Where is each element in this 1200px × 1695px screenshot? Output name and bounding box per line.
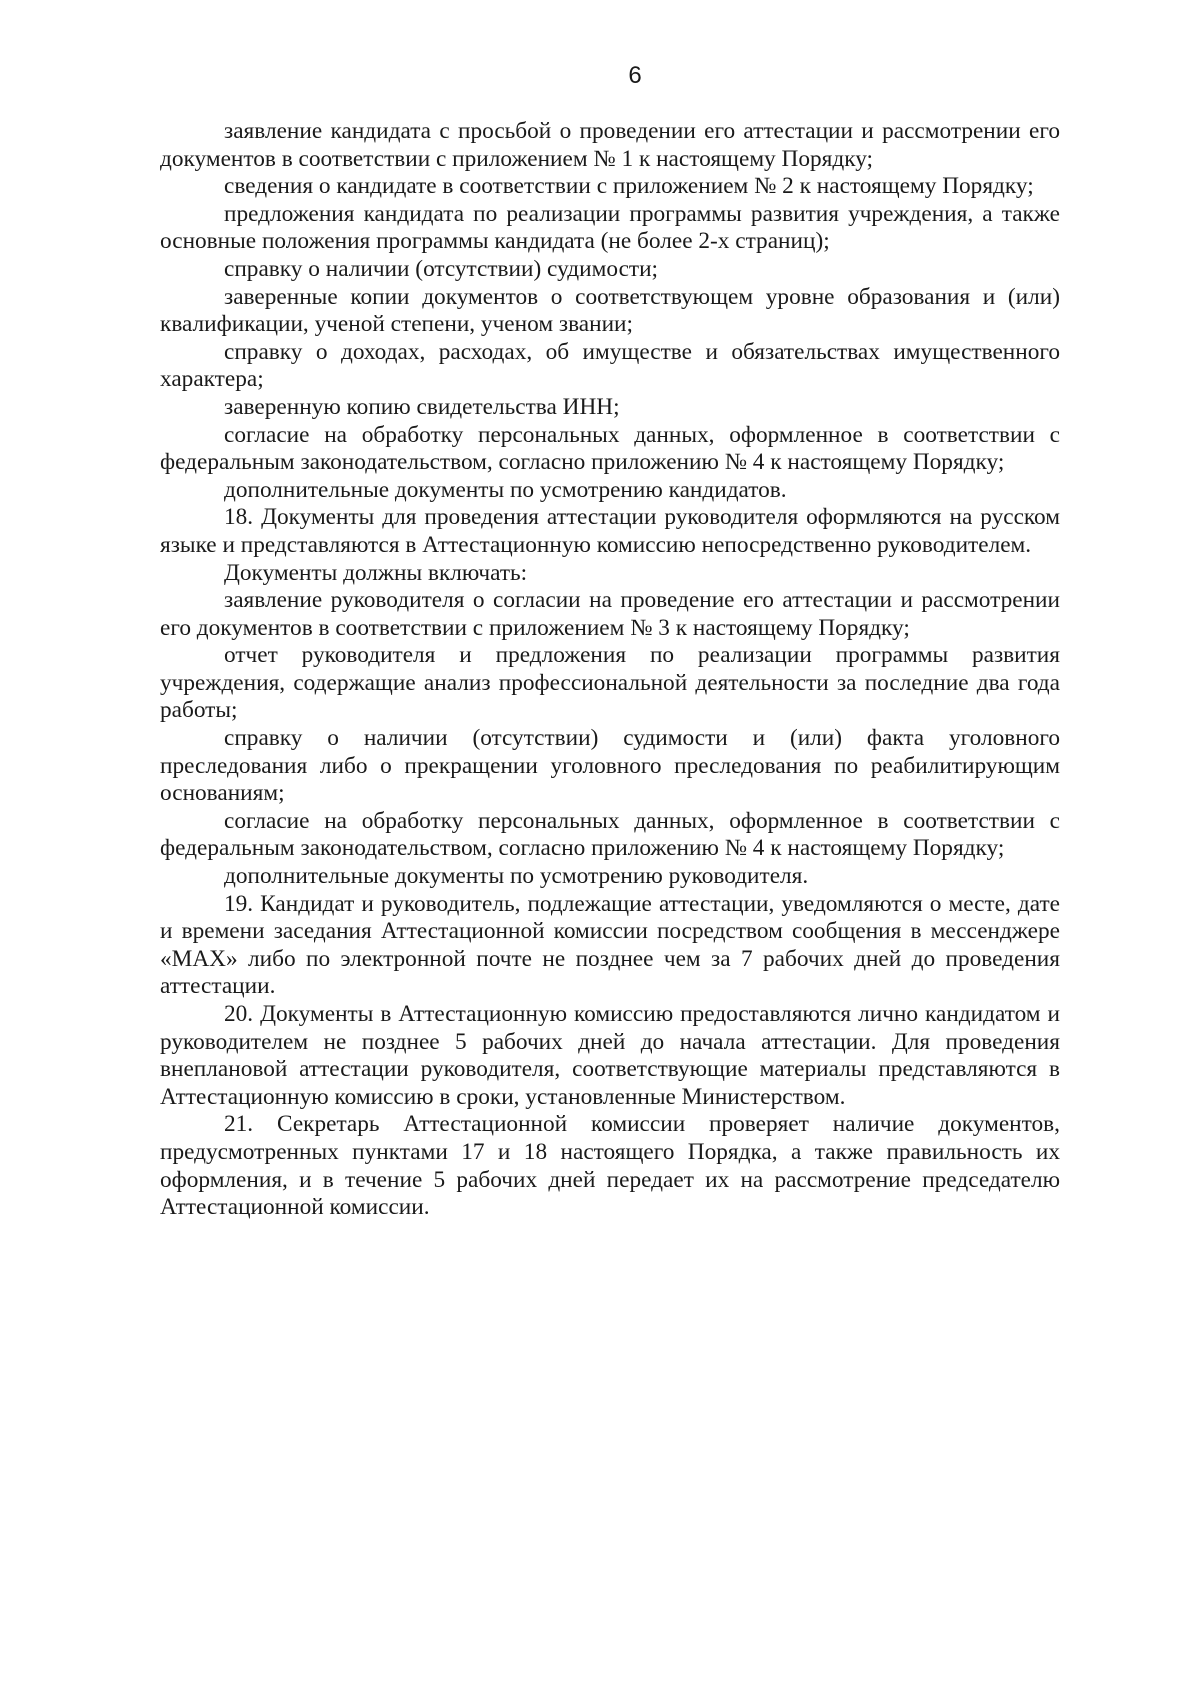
paragraph: сведения о кандидате в соответствии с приложением № 2 к настоящему Порядку;: [224, 173, 1034, 200]
paragraph: справку о наличии (отсутствии) судимости;: [224, 255, 659, 282]
page-number: 6: [628, 62, 642, 89]
paragraph: заверенную копию свидетельства ИНН;: [224, 393, 620, 420]
paragraph: согласие на обработку персональных данных, оформленное в соответствии с федеральным законодательством, согласно приложению № 4 к настоящему Порядку;: [160, 421, 1060, 476]
paragraph: дополнительные документы по усмотрению руководителя.: [224, 863, 809, 890]
paragraph: отчет руководителя и предложения по реализации программы развития учреждения, содержащие анализ профессиональной деятельности за последние два года работы;: [160, 642, 1060, 724]
paragraph: предложения кандидата по реализации программы развития учреждения, а также основные положения программы кандидата (не более 2-х страниц);: [160, 200, 1060, 255]
paragraph: 20. Документы в Аттестационную комиссию предоставляются лично кандидатом и руководителем не позднее 5 рабочих дней до начала аттестации. Для проведения внеплановой аттестации руководителя, соответствующие материалы представляются в Аттестационную комиссию в сроки, установленные Министерством.: [160, 1001, 1060, 1110]
paragraph: 21. Секретарь Аттестационной комиссии проверяет наличие документов, предусмотренных пунктами 17 и 18 настоящего Порядка, а также правильность их оформления, и в течение 5 рабочих дней передает их на рассмотрение председателю Аттестационной комиссии.: [160, 1111, 1060, 1221]
paragraph: справку о доходах, расходах, об имуществе и обязательствах имущественного характера;: [160, 338, 1060, 393]
paragraph: Документы должны включать:: [224, 559, 528, 586]
paragraph: дополнительные документы по усмотрению кандидатов.: [224, 476, 787, 503]
paragraph: заявление кандидата с просьбой о проведении его аттестации и рассмотрении его документов в соответствии с приложением № 1 к настоящему Порядку;: [160, 118, 1060, 172]
document-body: [160, 118, 1060, 1222]
paragraph: заверенные копии документов о соответствующем уровне образования и (или) квалификации, ученой степени, ученом звании;: [160, 283, 1060, 338]
paragraph: 18. Документы для проведения аттестации руководителя оформляются на русском языке и представляются в Аттестационную комиссию непосредственно руководителем.: [160, 504, 1060, 558]
paragraph: заявление руководителя о согласии на проведение его аттестации и рассмотрении его документов в соответствии с приложением № 3 к настоящему Порядку;: [160, 587, 1060, 641]
paragraph: согласие на обработку персональных данных, оформленное в соответствии с федеральным законодательством, согласно приложению № 4 к настоящему Порядку;: [160, 807, 1060, 862]
paragraph: справку о наличии (отсутствии) судимости и (или) факта уголовного преследования либо о прекращении уголовного преследования по реабилитирующим основаниям;: [160, 725, 1060, 807]
paragraph: 19. Кандидат и руководитель, подлежащие аттестации, уведомляются о месте, дате и времени заседания Аттестационной комиссии посредством сообщения в мессенджере «MAX» либо по электронной почте не позднее чем за 7 рабочих дней до проведения аттестации.: [160, 890, 1060, 1000]
